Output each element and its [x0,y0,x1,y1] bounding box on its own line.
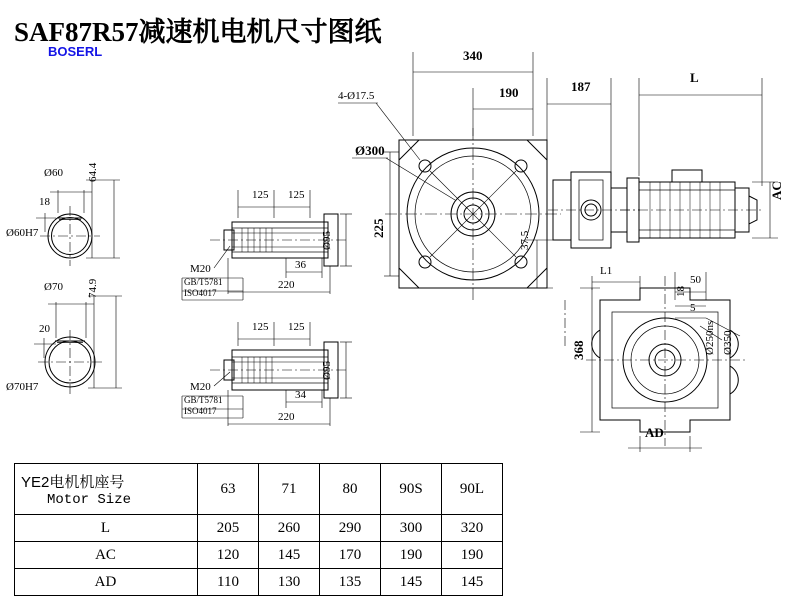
table-cell: 71 [259,464,320,515]
shaft-section-60 [36,180,120,266]
row-header: L [15,515,198,542]
table-cell: 90S [381,464,442,515]
dim-label-dim-18: 18 [39,196,50,208]
dim-label-dim-190: 190 [499,85,519,100]
table-cell: 320 [442,515,503,542]
dim-label-d60-h7: Ø60H7 [6,227,39,239]
dim-label-key2-d95: Ø95 [321,361,333,380]
dim-label-dim-5: 5 [690,302,696,314]
table-cell: 90L [442,464,503,515]
table-cell: 110 [198,569,259,596]
table-cell: 190 [442,542,503,569]
shaft-section-70 [34,296,122,394]
gear-housing-side [524,78,640,288]
dim-label-d60-top: Ø60 [44,167,63,179]
dim-label-d70-h7: Ø70H7 [6,381,39,393]
row-header-en: Motor Size [47,491,132,508]
dim-label-key2-125b: 125 [288,321,305,333]
dim-label-key1-iso: ISO4017 [184,288,217,298]
table-cell: 205 [198,515,259,542]
dim-label-key1-220: 220 [278,279,295,291]
table-cell: 130 [259,569,320,596]
dim-label-dim-74-9: 74.9 [87,278,99,298]
dim-label-key2-iso: ISO4017 [184,406,217,416]
dim-label-holes: 4-Ø17.5 [338,90,375,102]
dim-label-d250: Ø250ns [704,320,716,355]
dim-label-key2-gb: GB/T5781 [184,395,223,405]
motor-side-view [620,78,778,242]
dim-label-key2-125a: 125 [252,321,269,333]
brand-logo: BOSERL [48,44,103,59]
dim-label-dim-18b: 18 [675,286,687,297]
dim-label-key1-125a: 125 [252,189,269,201]
dim-label-dim-L1: L1 [600,265,613,277]
dim-label-key1-36: 36 [295,259,306,271]
row-header-cn: YE2电机机座号 [21,473,125,491]
motor-dimension-table [14,463,503,596]
table-cell: 145 [442,569,503,596]
table-cell: 290 [320,515,381,542]
dim-label-dim-187: 187 [571,79,591,94]
dim-label-key2-220: 220 [278,411,295,423]
dim-label-dim-50: 50 [690,274,701,286]
page-title: SAF87R57减速机电机尺寸图纸 [14,17,382,47]
dim-label-dim-AC: AC [769,181,784,200]
dim-label-dim-L: L [690,70,699,85]
dim-label-dim-340: 340 [463,48,483,63]
dim-label-key1-m20: M20 [190,263,211,275]
table-cell: 300 [381,515,442,542]
row-header: AC [15,542,198,569]
dim-label-dim-64-4: 64.4 [87,162,99,182]
table-cell: 260 [259,515,320,542]
table-cell: 135 [320,569,381,596]
table-row [15,464,503,515]
table-row [15,515,503,542]
table-cell: 145 [259,542,320,569]
dim-label-key2-34: 34 [295,389,306,401]
dim-label-key1-125b: 125 [288,189,305,201]
dim-label-d300: Ø300 [355,143,385,158]
dim-label-d70-top: Ø70 [44,281,63,293]
table-cell: 190 [381,542,442,569]
dim-label-dim-368: 368 [571,340,586,360]
table-cell: 170 [320,542,381,569]
dim-label-dim-20: 20 [39,323,50,335]
table-row [15,569,503,596]
dim-label-dim-225: 225 [371,218,386,238]
row-header [15,464,198,515]
table-cell: 145 [381,569,442,596]
dim-label-key2-m20: M20 [190,381,211,393]
dim-label-key1-d95: Ø95 [321,231,333,250]
dim-label-key1-gb: GB/T5781 [184,277,223,287]
table-cell: 63 [198,464,259,515]
table-row [15,542,503,569]
dim-label-dim-AD: AD [645,425,664,440]
table-cell: 120 [198,542,259,569]
row-header: AD [15,569,198,596]
dim-label-d350: Ø350 [722,330,734,355]
table-cell: 80 [320,464,381,515]
dim-label-dim-37-5: 37.5 [519,230,531,250]
